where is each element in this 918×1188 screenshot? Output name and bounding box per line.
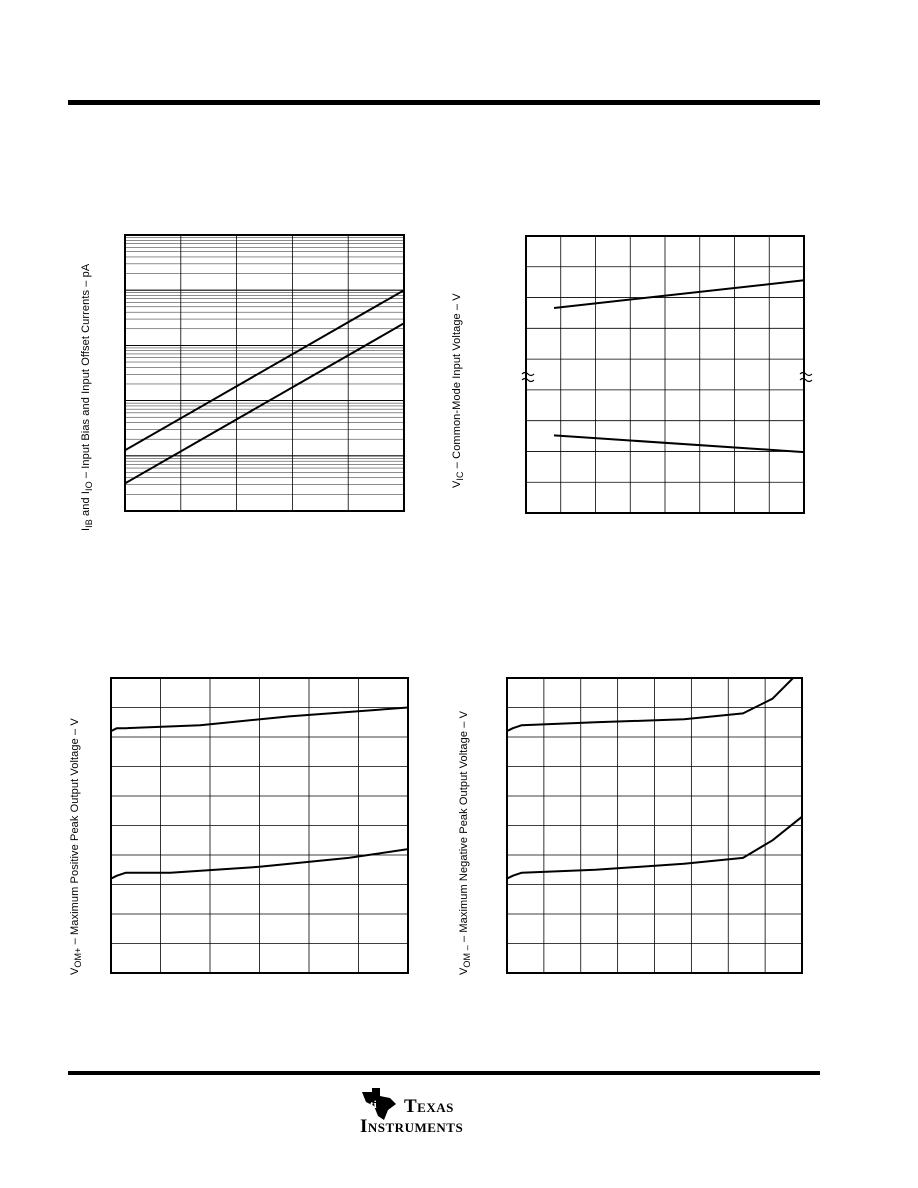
chart-max-positive-peak-output <box>110 677 410 975</box>
y-axis-label: $V_{OM+}$ – Maximum Positive Peak Output Voltage – V <box>69 718 84 975</box>
plot-frame <box>125 235 404 511</box>
axis-break-right-icon <box>800 373 812 382</box>
footer-rule <box>68 1071 820 1075</box>
axis-break-left-icon <box>522 373 534 382</box>
header-rule <box>68 100 820 105</box>
chart-common-mode-input-voltage <box>520 234 810 516</box>
series-line-2 <box>554 280 804 308</box>
series-line-1 <box>125 290 404 450</box>
chart-input-bias-currents <box>124 234 405 513</box>
logo-word-texas: Texas <box>404 1096 454 1117</box>
series-line-2 <box>507 678 793 731</box>
texas-instruments-logo <box>356 1086 526 1142</box>
svg-text:ti: ti <box>370 1099 377 1111</box>
chart-max-negative-peak-output <box>506 677 804 975</box>
y-axis-label: $V_{IC}$ – Common-Mode Input Voltage – V <box>451 293 466 488</box>
series-line-1 <box>554 435 804 452</box>
y-axis-label: $I_{IB}$ and $I_{IO}$ – Input Bias and Input Offset Currents – pA <box>80 263 95 531</box>
y-axis-label: $V_{OM -}$ – Maximum Negative Peak Output Voltage – V <box>458 710 473 975</box>
logo-word-instruments: Instruments <box>360 1116 464 1137</box>
